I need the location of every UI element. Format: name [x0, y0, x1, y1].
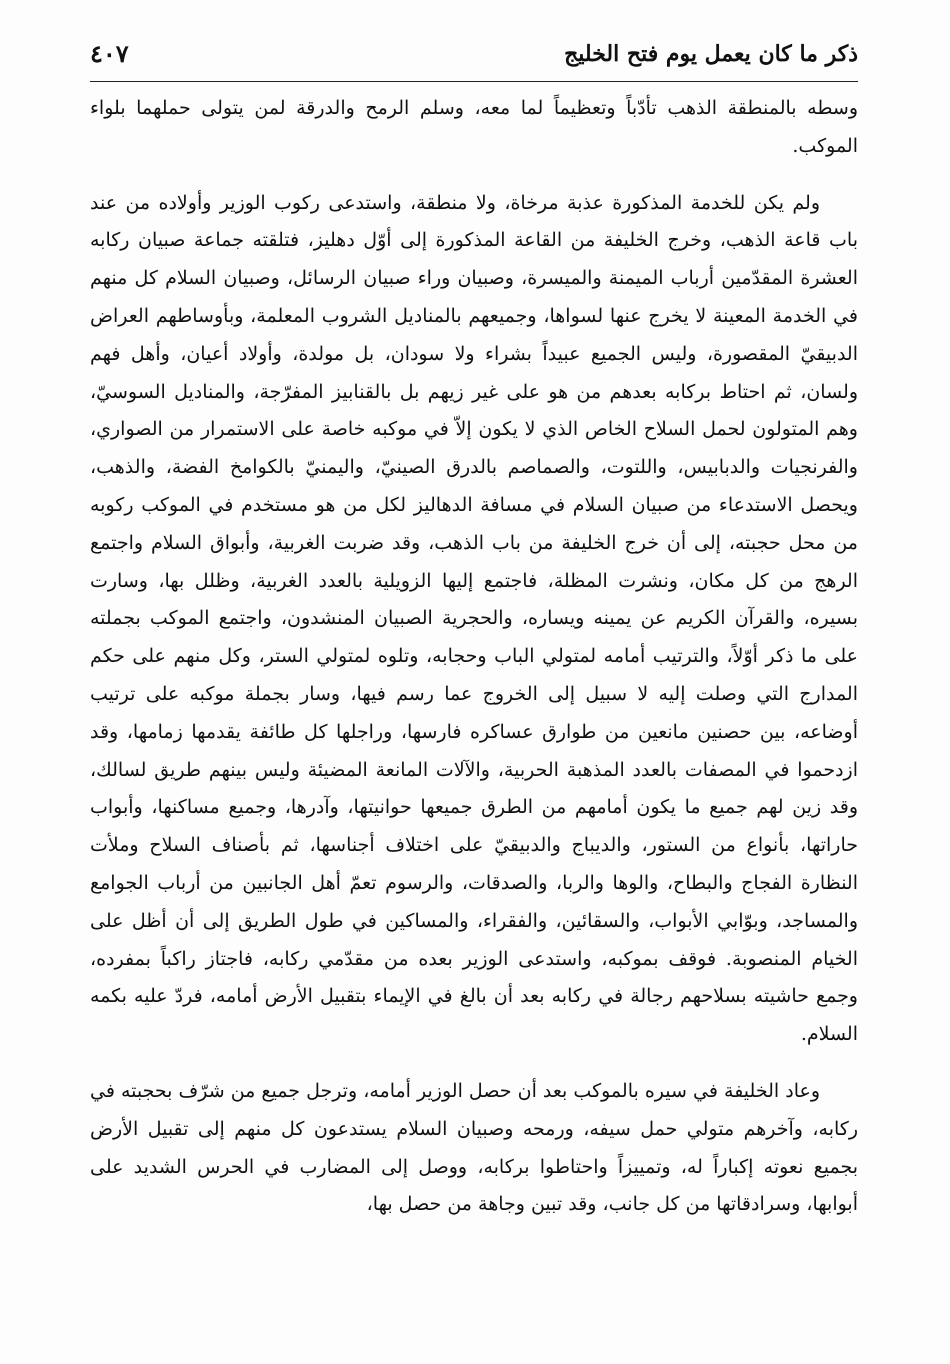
paragraph-return: وعاد الخليفة في سيره بالموكب بعد أن حصل الوزير أمامه، وترجل جميع من شرّف بحجبته في ركابه، وآخرهم متولي حمل سيفه، ورمحه وصبيان السلام يستدعون كل منهم إلى تقبيل الأرض بجميع نعوته إكباراً له، وتمييزاً واحتاطوا بركابه، ووصل إلى المضارب في الحرس الشديد على أبوابها، وسرادقاتها من كل جانب، وقد تبين وجاهة من حصل بها،	[90, 1079, 858, 1216]
body-text	[90, 90, 858, 1224]
running-header	[90, 28, 858, 68]
page-number: ٤٠٧	[90, 39, 129, 68]
paragraph-continuation: وسطه بالمنطقة الذهب تأدّباً وتعظيماً لما معه، وسلم الرمح والدرقة لمن يتولى حملهما بلواء الموكب.	[90, 97, 858, 157]
paragraph-procession: ولم يكن للخدمة المذكورة عذبة مرخاة، ولا منطقة، واستدعى ركوب الوزير وأولاده من عند باب قاعة الذهب، وخرج الخليفة من القاعة المذكورة إلى أوّل دهليز، فتلقته جماعة صبيان ركابه العشرة المقدّمين أرباب الميمنة والميسرة، وصبيان وراء صبيان الرسائل، وصبيان السلام كل منهم في الخدمة المعينة لا يخرج عنها لسواها، وجميعهم بالمناديل الشروب المعلمة، وبأوساطهم العراض الدبيقيّ المقصورة، وليس الجميع عبيداً بشراء ولا سودان، بل مولدة، وأولاد أعيان، وأهل فهم ولسان، ثم احتاط بركابه بعدهم من هو على غير زيهم بل بالقنابيز المفرّجة، والمناديل السوسيّ، وهم المتولون لحمل السلاح الخاص الذي لا يكون إلاّ في موكبه خاصة على الاستمرار من الصواري، والفرنجيات والدبابيس، واللتوت، والصماصم بالدرق الصينيّ، واليمنيّ بالكوامخ الفضة، والذهب، ويحصل الاستدعاء من صبيان السلام في مسافة الدهاليز لكل من هو مستخدم في الموكب ركوبه من محل حجبته، إلى أن خرج الخليفة من باب الذهب، وقد ضربت الغربية، وأبواق السلام واجتمع الرهج من كل مكان، ونشرت المظلة، فاجتمع إليها الزويلية بالعدد الغربية، وظلل بها، وسارت بسيره، والقرآن الكريم عن يمينه ويساره، والحجرية الصبيان المنشدون، واجتمع الموكب بجملته على ما ذكر أوّلاً، والترتيب أمامه لمتولي الباب وحجابه، وتلوه لمتولي الستر، وكل منهم على حكم المدارج التي وصلت إليه لا سبيل إلى الخروج عما رسم فيها، وسار بجملة موكبه على ترتيب أوضاعه، بين حصنين مانعين من طوارق عساكره فارسها، وراجلها كل طائفة يقدمها زمامها، وقد ازدحموا في المصفات بالعدد المذهبة الحربية، والآلات المانعة المضيئة وليس بينهم طريق لسالك، وقد زين لهم جميع ما يكون أمامهم من الطرق جميعها حوانيتها، وآدرها، وجميع مساكنها، وأبواب حاراتها، بأنواع من الستور، والديباج والدبيقيّ على اختلاف أجناسها، ثم بأصناف السلاح وملأت النظارة الفجاج والبطاح، والوها والربا، والصدقات، والرسوم تعمّ أهل الجانبين من أرباب الجوامع والمساجد، وبوّابي الأبواب، والسقائين، والفقراء، والمساكين في طول الطريق إلى أن أظل على الخيام المنصوبة. فوقف بموكبه، واستدعى الوزير بعده من مقدّمي ركابه، فاجتاز راكباً بمفرده، وجمع حاشيته بسلاحهم رجالة في ركابه بعد أن بالغ في الإيماء بتقبيل الأرض أمامه، فردّ عليه بكمه السلام.	[90, 191, 858, 1046]
running-title: ذكر ما كان يعمل يوم فتح الخليج	[564, 41, 858, 67]
header-divider	[90, 81, 858, 82]
